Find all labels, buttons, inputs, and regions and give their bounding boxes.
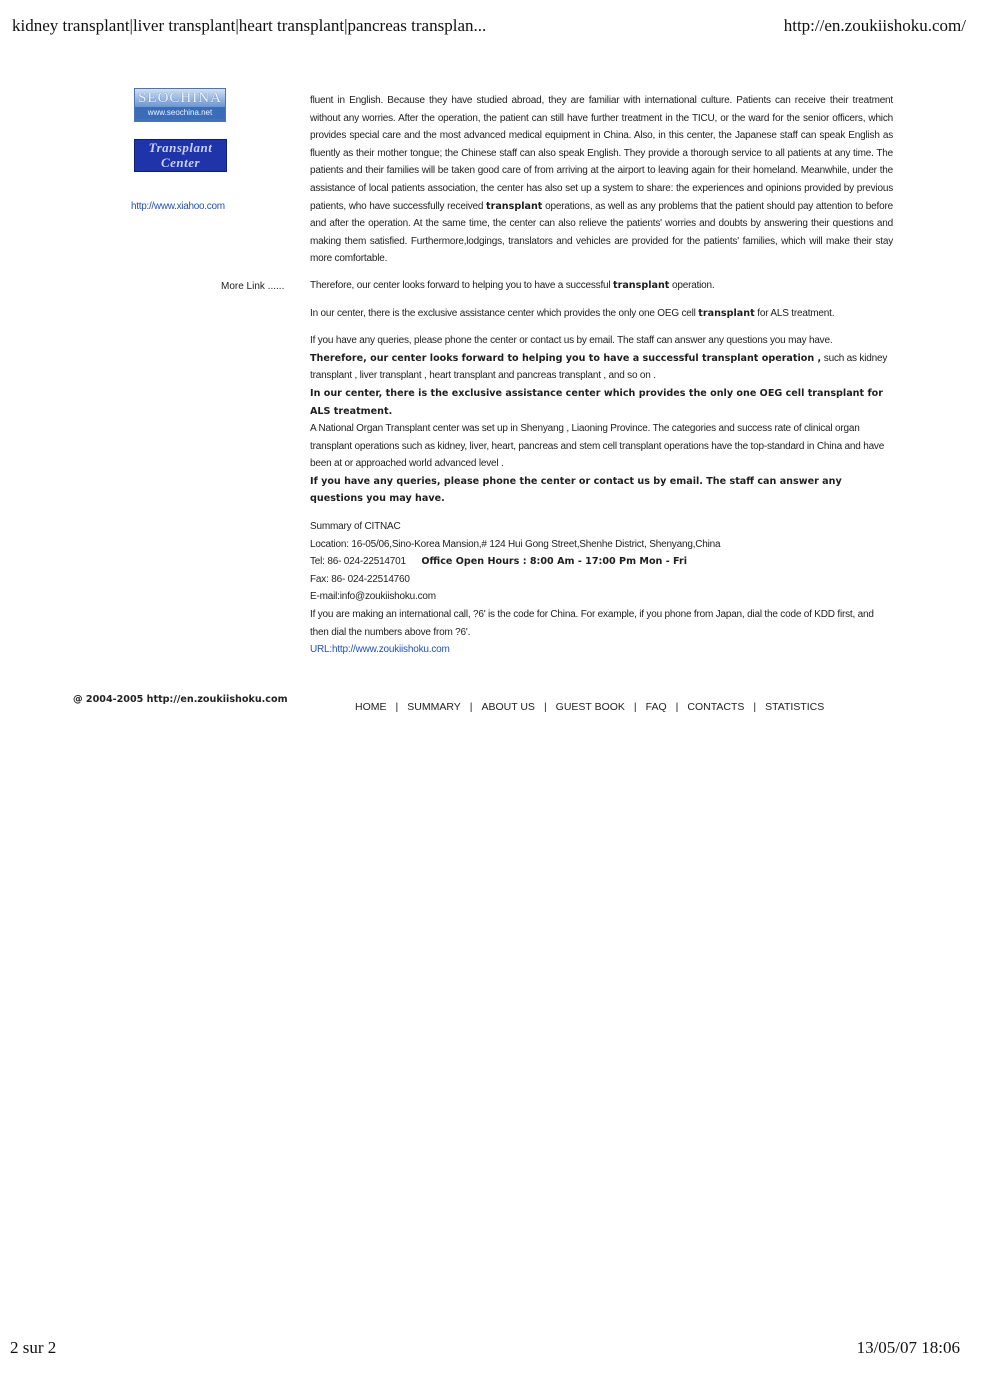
intro-text-1: fluent in English. Because they have studied abroad, they are familiar with international culture. Patients can receive their treatment without any worries. After the operation, the patient can still have further treatment in the TICU, or the ward for the senior officers, which provides special care and the most advanced medical equipment in China. Also, in this center, the Japanese staff can speak English as fluently as their mother tongue; the Chinese staff can also speak English. They provide a thorough service to all patients at any time. The patients and their families will be taken good care of from arriving at the airport to leaving again for their homeland. Meanwhile, under the assistance of local patients association, the center has also set up a system to share: the experiences and opinions provided by previous patients, who have successfully received	[310, 95, 893, 212]
office-hours: Office Open Hours : 8:00 Am - 17:00 Pm Mon - Fri	[421, 556, 687, 568]
nav-separator: |	[633, 701, 637, 713]
summary-url-link[interactable]: URL:http://www.zoukiishoku.com	[310, 644, 450, 656]
summary-intl-call: If you are making an international call, ?6' is the code for China. For example, if you phone from Japan, dial the code of KDD first, and then dial the numbers above from ?6'.	[310, 609, 874, 638]
print-header	[12, 16, 966, 42]
summary-location: Location: 16-05/06,Sino-Korea Mansion,# 124 Hui Gong Street,Shenhe District, Shenyang,China	[310, 538, 721, 550]
intro-bold: transplant	[486, 200, 543, 212]
nav-separator: |	[469, 701, 473, 713]
xiahoo-link[interactable]: http://www.xiahoo.com	[131, 201, 225, 212]
print-page-title: kidney transplant|liver transplant|heart transplant|pancreas transplan...	[12, 16, 487, 35]
nav-separator: |	[395, 701, 399, 713]
transplant-logo-line2: Center	[160, 155, 201, 170]
nav-statistics[interactable]: STATISTICS	[765, 701, 825, 713]
intro-paragraph	[310, 92, 893, 268]
transplant-logo-line1: Transplant	[148, 140, 213, 155]
oeg-text-1: In our center, there is the exclusive assistance center which provides the only one OEG cell	[310, 307, 696, 319]
oeg-text-2: for ALS treatment.	[757, 307, 835, 319]
nav-home[interactable]: HOME	[355, 701, 387, 713]
queries-paragraph: If you have any queries, please phone the center or contact us by email. The staff can answer any questions you may have.	[310, 335, 833, 347]
summary-tel-row	[310, 553, 893, 571]
seochina-logo-text: SEOCHINA	[138, 90, 222, 106]
copyright: @ 2004-2005 http://en.zoukiishoku.com	[73, 694, 288, 705]
main-content	[310, 92, 893, 659]
nav-summary[interactable]: SUMMARY	[407, 701, 461, 713]
transplant-center-logo[interactable]	[134, 139, 227, 172]
print-page-url: http://en.zoukiishoku.com/	[783, 16, 966, 35]
oeg-paragraph	[310, 305, 893, 323]
queries-bold-paragraph: If you have any queries, please phone the center or contact us by email. The staff can answer any questions you may have.	[310, 475, 842, 505]
seochina-logo-url: www.seochina.net	[135, 107, 225, 119]
page-count: 2 sur 2	[10, 1338, 57, 1357]
intro-text-2: operations, as well as any problems that the patient should pay attention to before and after the operation. At the same time, the center can also relieve the patients' worries and doubts by answering their questions and making them satisfied. Furthermore,lodgings, translators and vehicles are provided for the patients' families, which will make their stay more comfortable.	[310, 200, 893, 265]
forward-bold-paragraph	[310, 350, 893, 385]
more-link[interactable]: More Link ......	[221, 281, 285, 292]
national-center-paragraph: A National Organ Transplant center was set up in Shenyang , Liaoning Province. The categories and success rate of clinical organ transplant operations such as kidney, liver, heart, pancreas and stem cell transplant operations have the top-standard in China and have been at or approached world advanced level .	[310, 423, 885, 470]
forward-text-2: operation.	[672, 279, 715, 291]
oeg-bold-paragraph: In our center, there is the exclusive assistance center which provides the only one OEG cell transplant for ALS treatment.	[310, 387, 883, 417]
summary-heading: Summary of CITNAC	[310, 521, 401, 533]
oeg-bold: transplant	[698, 307, 755, 319]
seochina-logo[interactable]	[134, 88, 226, 122]
nav-guest-book[interactable]: GUEST BOOK	[555, 701, 625, 713]
forward-bold-tail: such as kidney transplant , liver transplant , heart transplant and pancreas transplant , and so on .	[310, 352, 888, 382]
forward-paragraph	[310, 277, 893, 295]
nav-contacts[interactable]: CONTACTS	[687, 701, 745, 713]
footer-nav	[355, 701, 824, 713]
summary-tel: Tel: 86- 024-22514701	[310, 556, 406, 568]
summary-fax: Fax: 86- 024-22514760	[310, 573, 410, 585]
forward-bold-text: Therefore, our center looks forward to helping you to have a successful transplant operation ,	[310, 352, 822, 364]
nav-about-us[interactable]: ABOUT US	[481, 701, 535, 713]
nav-separator: |	[543, 701, 547, 713]
print-datetime: 13/05/07 18:06	[856, 1338, 960, 1357]
nav-separator: |	[753, 701, 757, 713]
nav-faq[interactable]: FAQ	[645, 701, 667, 713]
summary-email[interactable]: E-mail:info@zoukiishoku.com	[310, 591, 436, 603]
nav-separator: |	[675, 701, 679, 713]
print-footer	[10, 1338, 960, 1360]
forward-text-1: Therefore, our center looks forward to helping you to have a successful	[310, 279, 611, 291]
forward-bold: transplant	[613, 279, 670, 291]
